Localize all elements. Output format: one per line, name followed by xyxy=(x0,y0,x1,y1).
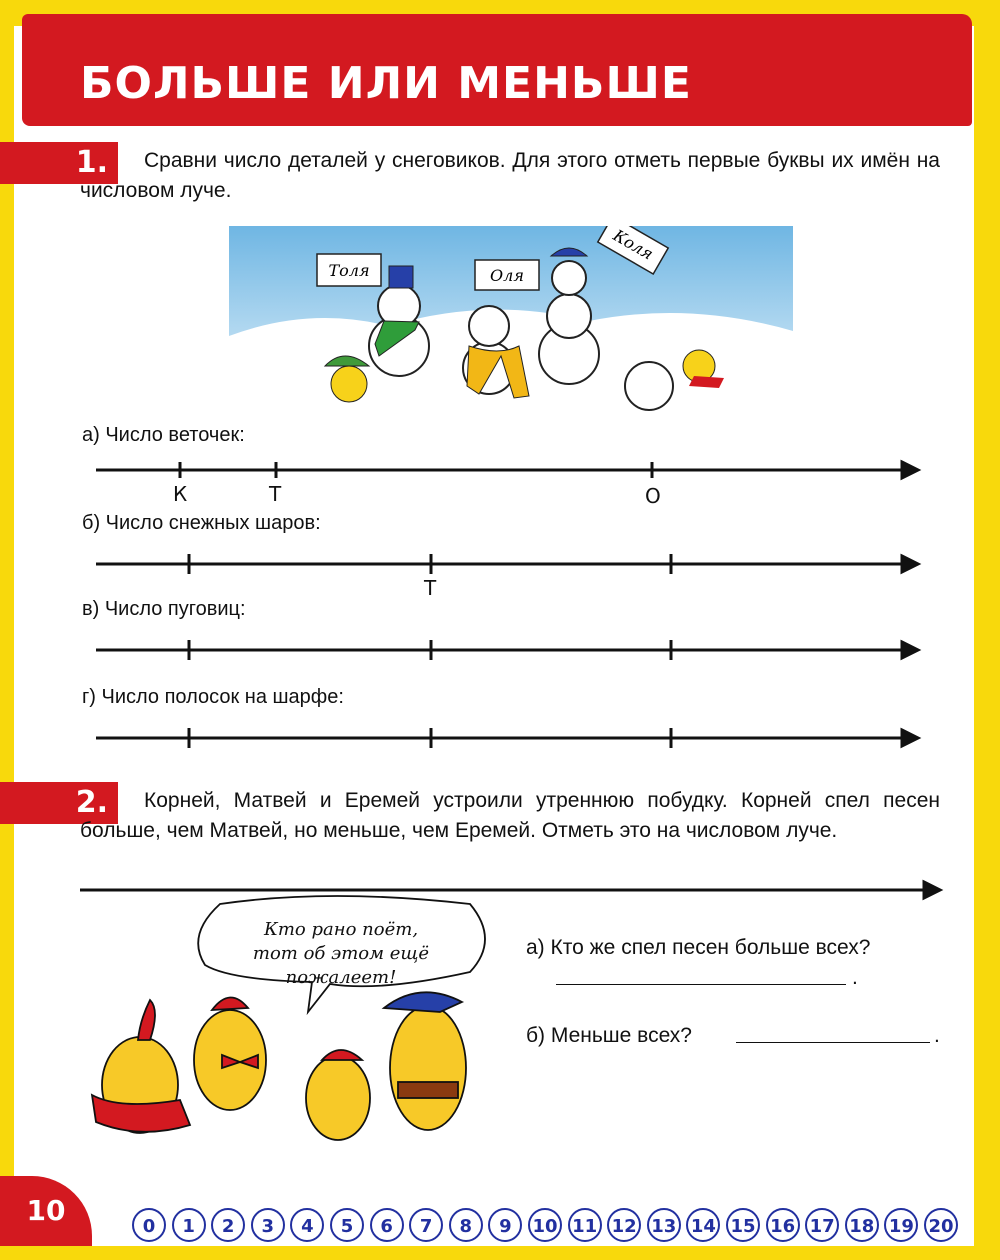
counter-20: 20 xyxy=(924,1208,958,1242)
mark-t: Т xyxy=(269,482,282,506)
arrowhead-icon xyxy=(902,730,918,746)
sign-kolya: Коля xyxy=(609,226,657,264)
counter-0: 0 xyxy=(132,1208,166,1242)
answer-b-period: . xyxy=(934,1024,940,1047)
counter-12: 12 xyxy=(607,1208,641,1242)
question-a: а) Кто же спел песен больше всех? xyxy=(526,936,871,959)
counter-7: 7 xyxy=(409,1208,443,1242)
task2-text: Корней, Матвей и Еремей устроили утреннюю побудку. Корней спел песен больше, чем Матвей, но меньше, чем Еремей. Отметь это на числовом луче. xyxy=(80,789,940,842)
ray-a-label: а) Число веточек: xyxy=(82,424,245,446)
counter-17: 17 xyxy=(805,1208,839,1242)
arrowhead-icon xyxy=(924,882,940,898)
answer-b-line[interactable] xyxy=(736,1042,930,1043)
task1-number: 1. xyxy=(0,142,118,184)
ray-g-label: г) Число полосок на шарфе: xyxy=(82,686,344,708)
counter-11: 11 xyxy=(568,1208,602,1242)
task1-text: Сравни число деталей у снеговиков. Для этого отметь первые буквы их имён на числовом луче. xyxy=(80,149,940,202)
arrowhead-icon xyxy=(902,642,918,658)
counter-13: 13 xyxy=(647,1208,681,1242)
chicks-illustration xyxy=(92,992,466,1140)
counter-14: 14 xyxy=(686,1208,720,1242)
mark-t-b: Т xyxy=(424,576,437,600)
counter-9: 9 xyxy=(488,1208,522,1242)
counter-2: 2 xyxy=(211,1208,245,1242)
answer-a-line[interactable] xyxy=(556,984,846,985)
sign-olya: Оля xyxy=(490,266,524,285)
question-b: б) Меньше всех? xyxy=(526,1024,692,1047)
counter-3: 3 xyxy=(251,1208,285,1242)
mark-k: К xyxy=(173,482,188,506)
arrowhead-icon xyxy=(902,556,918,572)
counter-8: 8 xyxy=(449,1208,483,1242)
counter-4: 4 xyxy=(290,1208,324,1242)
counter-16: 16 xyxy=(766,1208,800,1242)
counter-6: 6 xyxy=(370,1208,404,1242)
counter-10: 10 xyxy=(528,1208,562,1242)
task2-number: 2. xyxy=(0,782,118,824)
counter-18: 18 xyxy=(845,1208,879,1242)
ray-b-label: б) Число снежных шаров: xyxy=(82,512,321,534)
counter-5: 5 xyxy=(330,1208,364,1242)
page-title: БОЛЬШЕ ИЛИ МЕНЬШЕ xyxy=(80,58,692,109)
speech-text: Кто рано поёт, тот об этом ещё пожалеет! xyxy=(252,919,430,988)
answer-a-period: . xyxy=(852,966,858,989)
counter-15: 15 xyxy=(726,1208,760,1242)
arrowhead-icon xyxy=(902,462,918,478)
sign-tolya: Толя xyxy=(328,261,370,280)
ray-v-label: в) Число пуговиц: xyxy=(82,598,246,620)
counter-19: 19 xyxy=(884,1208,918,1242)
mark-o: О xyxy=(645,484,661,508)
counter-1: 1 xyxy=(172,1208,206,1242)
page-number: 10 xyxy=(0,1176,92,1246)
